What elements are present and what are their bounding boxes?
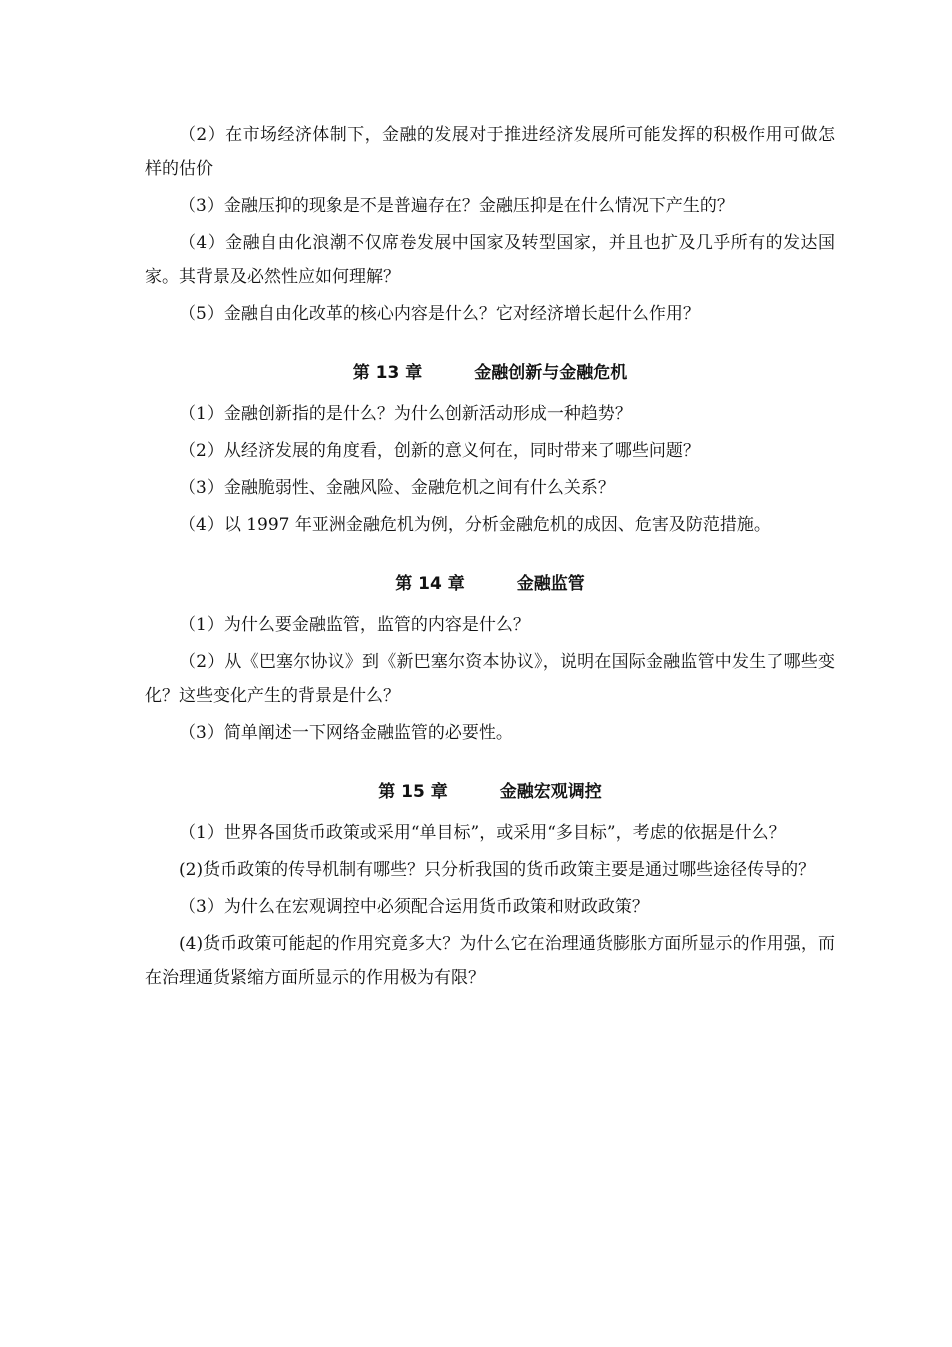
intro-question: （3）金融压抑的现象是不是普遍存在？金融压抑是在什么情况下产生的？ xyxy=(179,196,734,216)
chapter-question: （1）金融创新指的是什么？为什么创新活动形成一种趋势？ xyxy=(179,404,632,424)
chapter-title: 金融宏观调控 xyxy=(499,782,602,802)
chapter-question: （2）从《巴塞尔协议》到《新巴塞尔资本协议》，说明在国际金融监管中发生了哪些变化？这些变化产生的背景是什么？ xyxy=(145,652,835,706)
chapter-question: （1）世界各国货币政策或采用“单目标”，或采用“多目标”，考虑的依据是什么？ xyxy=(179,823,786,843)
chapter-title: 金融创新与金融危机 xyxy=(474,363,628,383)
intro-question: （5）金融自由化改革的核心内容是什么？它对经济增长起什么作用？ xyxy=(179,304,700,324)
chapter-question: （1）为什么要金融监管，监管的内容是什么？ xyxy=(179,615,530,635)
chapter-heading-14 xyxy=(145,570,835,598)
chapter-question: （3）简单阐述一下网络金融监管的必要性。 xyxy=(179,723,513,743)
chapter-question: （4）以 1997 年亚洲金融危机为例，分析金融危机的成因、危害及防范措施。 xyxy=(179,515,771,535)
chapter-title: 金融监管 xyxy=(516,574,585,594)
chapter-question: (4)货币政策可能起的作用究竟多大？为什么它在治理通货膨胀方面所显示的作用强，而在治理通货紧缩方面所显示的作用极为有限？ xyxy=(145,934,835,988)
chapter-number: 第 14 章 xyxy=(395,574,465,594)
chapter-number: 第 15 章 xyxy=(378,782,448,802)
page-content xyxy=(145,118,835,998)
chapter-question: （3）为什么在宏观调控中必须配合运用货币政策和财政政策？ xyxy=(179,897,649,917)
intro-question: （4）金融自由化浪潮不仅席卷发展中国家及转型国家，并且也扩及几乎所有的发达国家。其背景及必然性应如何理解？ xyxy=(145,233,835,287)
chapter-number: 第 13 章 xyxy=(352,363,423,383)
chapter-question: （3）金融脆弱性、金融风险、金融危机之间有什么关系？ xyxy=(179,478,615,498)
chapter-heading-15 xyxy=(145,778,835,806)
chapter-question: （2）从经济发展的角度看，创新的意义何在，同时带来了哪些问题？ xyxy=(179,441,700,461)
chapter-question: (2)货币政策的传导机制有哪些？只分析我国的货币政策主要是通过哪些途径传导的？ xyxy=(179,860,816,880)
chapter-heading-13 xyxy=(145,359,835,387)
intro-question: （2）在市场经济体制下，金融的发展对于推进经济发展所可能发挥的积极作用可做怎样的估价 xyxy=(145,125,835,179)
